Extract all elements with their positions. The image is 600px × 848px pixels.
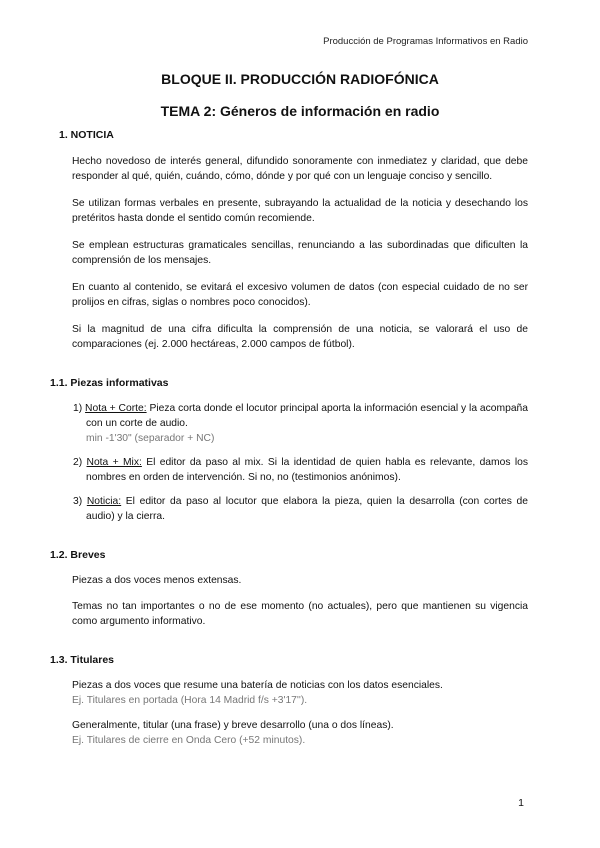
paragraph: Generalmente, titular (una frase) y breve desarrollo (una o dos líneas). — [72, 720, 394, 731]
item-note: min -1'30" (separador + NC) — [86, 433, 215, 444]
section-heading-noticia: 1. NOTICIA — [59, 129, 114, 141]
paragraph: En cuanto al contenido, se evitará el excesivo volumen de datos (con especial cuidado de no ser prolijos en cifras, siglas o nombres poco conocidos). — [72, 282, 528, 308]
paragraph: Se utilizan formas verbales en presente, subrayando la actualidad de la noticia y desechando los pretéritos hasta donde el sentido común recomiende. — [72, 198, 528, 224]
paragraph: Si la magnitud de una cifra dificulta la comprensión de una noticia, se valorará el uso de comparaciones (ej. 2.000 hectáreas, 2.000 campos de fútbol). — [72, 324, 528, 350]
list-item — [73, 455, 528, 485]
block-title: BLOQUE II. PRODUCCIÓN RADIOFÓNICA — [161, 71, 439, 87]
piezas-list — [50, 401, 528, 524]
paragraph: Se emplean estructuras gramaticales sencillas, renunciando a las subordinadas que dificulten la comprensión de los mensajes. — [72, 240, 528, 266]
item-text: El editor da paso al mix. Si la identidad de quien habla es relevante, damos los nombres en orden de intervención. Si no, no (testimonios anónimos). — [86, 457, 529, 483]
example-text: Ej. Titulares de cierre en Onda Cero (+52 minutos). — [72, 735, 306, 746]
example-text: Ej. Titulares en portada (Hora 14 Madrid f/s +3'17''). — [72, 695, 308, 706]
paragraph: Temas no tan importantes o no de ese momento (no actuales), pero que mantienen su vigencia como argumento informativo. — [72, 601, 528, 627]
paragraph: Piezas a dos voces menos extensas. — [72, 575, 242, 586]
item-number: 1) — [73, 403, 83, 414]
item-number: 2) — [73, 457, 83, 468]
running-header: Producción de Programas Informativos en Radio — [323, 36, 528, 47]
item-term: Nota + Corte: — [85, 403, 147, 414]
item-text: Pieza corta donde el locutor principal aporta la información esencial y la acompaña con un corte de audio. — [86, 403, 529, 429]
page-number: 1 — [518, 797, 524, 809]
paragraph: Piezas a dos voces que resume una batería de noticias con los datos esenciales. — [72, 680, 443, 691]
topic-title: TEMA 2: Géneros de información en radio — [160, 103, 440, 119]
section-heading-titulares: 1.3. Titulares — [50, 654, 115, 666]
document-body — [50, 128, 528, 748]
list-item — [73, 494, 528, 524]
section-heading-piezas: 1.1. Piezas informativas — [50, 377, 169, 389]
paragraph: Hecho novedoso de interés general, difundido sonoramente con inmediatez y claridad, que debe responder al qué, quién, cuándo, cómo, dónde y por qué con un lenguaje conciso y sencillo. — [72, 156, 528, 182]
item-term: Nota + Mix: — [86, 457, 142, 468]
section-heading-breves: 1.2. Breves — [50, 549, 106, 561]
item-term: Noticia: — [86, 496, 122, 507]
item-text: El editor da paso al locutor que elabora la pieza, quien la desarrolla (con cortes de audio) y la cierra. — [86, 496, 528, 522]
list-item — [73, 401, 528, 446]
item-number: 3) — [73, 496, 83, 507]
